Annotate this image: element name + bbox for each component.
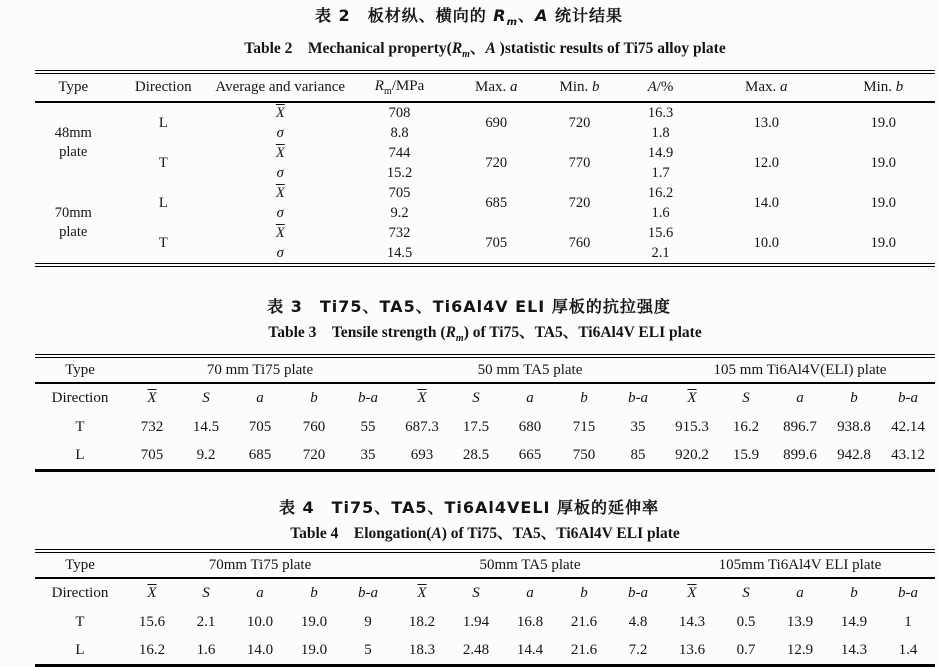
data-cell: 732 <box>140 418 164 435</box>
rm-subscript: m <box>455 333 464 345</box>
plate-size: 70mm <box>54 205 92 222</box>
stat-symbol-b: b <box>310 390 318 407</box>
max-var: a <box>510 79 518 96</box>
data-cell: 4.8 <box>628 613 648 630</box>
elong-min-value: 19.0 <box>870 235 896 252</box>
data-cell: 13.9 <box>786 613 814 630</box>
direction-cell: T <box>158 235 168 252</box>
table2-title-zh <box>0 6 938 33</box>
max-label: Max. <box>745 79 780 96</box>
rm-sigma-value: 14.5 <box>386 245 413 262</box>
elong-max-value: 14.0 <box>753 195 779 212</box>
table-row <box>35 143 935 163</box>
plate-word: plate <box>59 144 88 161</box>
plate-size: 48mm <box>54 125 92 142</box>
header-direction: Direction <box>112 72 216 102</box>
data-cell: 18.2 <box>408 613 436 630</box>
group-ti75: 70mm Ti75 plate <box>125 551 395 578</box>
A-symbol: A <box>431 525 442 543</box>
header-type: Type <box>35 551 125 578</box>
rm-sigma-value: 9.2 <box>390 205 409 222</box>
title-text: )statistic results of Ti75 alloy plate <box>495 40 726 58</box>
data-cell: 0.7 <box>736 641 756 658</box>
elong-min-value: 19.0 <box>870 155 896 172</box>
title-text: 、 <box>518 6 536 25</box>
data-cell: 2.1 <box>196 613 216 630</box>
data-cell: 28.5 <box>462 446 490 463</box>
header-elong-min <box>832 72 936 102</box>
stat-symbol-a: a <box>796 585 804 602</box>
data-cell: 15.9 <box>732 446 760 463</box>
data-cell: 10.0 <box>246 613 274 630</box>
stat-symbol-b-a: b-a <box>898 585 918 602</box>
data-cell: 899.6 <box>783 446 817 463</box>
data-cell: 693 <box>410 446 434 463</box>
direction-cell: T <box>75 418 85 435</box>
stat-symbol-S: S <box>202 390 210 407</box>
min-label: Min. <box>863 79 896 96</box>
group-ti75: 70 mm Ti75 plate <box>125 356 395 383</box>
header-type: Type <box>35 72 112 102</box>
direction-cell: L <box>75 446 85 463</box>
header-rm-min <box>539 72 620 102</box>
stat-symbol-mean: $\overline{X}$ <box>417 390 427 407</box>
stat-symbol-mean: $\overline{X}$ <box>687 390 697 407</box>
title-text: Table 2 Mechanical property( <box>244 40 452 58</box>
table4-group-header-row <box>35 551 935 578</box>
data-cell: 42.14 <box>891 418 925 435</box>
stat-symbol-mean: $\overline{X}$ <box>275 105 285 122</box>
stat-symbol-b: b <box>850 585 858 602</box>
table-row <box>35 413 935 441</box>
data-cell: 5 <box>364 641 372 658</box>
rm-symbol: R <box>445 324 456 342</box>
data-cell: 760 <box>302 418 326 435</box>
stat-symbol-mean: $\overline{X}$ <box>147 390 157 407</box>
data-cell: 715 <box>572 418 596 435</box>
stat-symbol-mean: $\overline{X}$ <box>147 585 157 602</box>
title-text: 统计结果 <box>548 6 623 25</box>
data-cell: 942.8 <box>837 446 871 463</box>
A-symbol: A <box>535 6 549 25</box>
header-direction: Direction <box>51 390 109 407</box>
table4-title-en <box>35 524 935 544</box>
elong-sigma-value: 1.7 <box>651 165 670 182</box>
data-cell: 21.6 <box>570 641 598 658</box>
stat-symbol-mean: $\overline{X}$ <box>687 585 697 602</box>
stat-symbol-sigma: σ <box>276 125 284 142</box>
rm-mean-value: 732 <box>388 225 411 242</box>
direction-cell: T <box>158 155 168 172</box>
stat-symbol-mean: $\overline{X}$ <box>275 185 285 202</box>
stat-symbol-b-a: b-a <box>898 390 918 407</box>
data-cell: 9 <box>364 613 372 630</box>
title-text: ) of Ti75、TA5、Ti6Al4V ELI plate <box>441 525 680 543</box>
table3-subheader-row <box>35 383 935 413</box>
table3 <box>35 354 935 472</box>
rm-mean-value: 744 <box>388 145 411 162</box>
data-cell: 687.3 <box>405 418 439 435</box>
rm-min-value: 720 <box>568 195 591 212</box>
stat-symbol-S: S <box>742 585 750 602</box>
table-row <box>35 636 935 666</box>
table4 <box>35 549 935 667</box>
data-cell: 55 <box>360 418 376 435</box>
stat-symbol-b-a: b-a <box>628 585 648 602</box>
data-cell: 1 <box>904 613 912 630</box>
elong-max-value: 13.0 <box>753 115 779 132</box>
stat-symbol-sigma: σ <box>276 165 284 182</box>
data-cell: 14.9 <box>840 613 868 630</box>
stat-symbol-sigma: σ <box>276 205 284 222</box>
data-cell: 16.2 <box>732 418 760 435</box>
data-cell: 685 <box>248 446 272 463</box>
elong-mean-value: 14.9 <box>647 145 674 162</box>
data-cell: 19.0 <box>300 641 328 658</box>
elong-mean-value: 16.3 <box>647 105 674 122</box>
elong-sigma-value: 2.1 <box>651 245 670 262</box>
rm-sigma-value: 8.8 <box>390 125 409 142</box>
data-cell: 915.3 <box>675 418 709 435</box>
group-ti6al4v: 105mm Ti6Al4V ELI plate <box>665 551 935 578</box>
rm-subscript: m <box>383 86 392 98</box>
table3-section <box>0 297 938 472</box>
group-ta5: 50mm TA5 plate <box>395 551 665 578</box>
data-cell: 920.2 <box>675 446 709 463</box>
table-row <box>35 223 935 243</box>
max-var: a <box>780 79 788 96</box>
stat-symbol-S: S <box>742 390 750 407</box>
stat-symbol-b-a: b-a <box>358 585 378 602</box>
max-label: Max. <box>475 79 510 96</box>
rm-symbol: R <box>493 6 507 25</box>
data-cell: 14.4 <box>516 641 544 658</box>
data-cell: 35 <box>360 446 376 463</box>
min-var: b <box>895 79 904 96</box>
table2 <box>35 70 935 267</box>
table-row <box>35 183 935 203</box>
rm-max-value: 690 <box>485 115 508 132</box>
title-text: 表 2 板材纵、横向的 <box>314 6 494 25</box>
title-text: ) of Ti75、TA5、Ti6Al4V ELI plate <box>463 324 702 342</box>
table3-title-en <box>35 323 935 349</box>
direction-cell: T <box>75 613 85 630</box>
rm-min-value: 760 <box>568 235 591 252</box>
table4-section <box>0 498 938 667</box>
A-unit: /% <box>656 79 674 96</box>
data-cell: 17.5 <box>462 418 490 435</box>
data-cell: 896.7 <box>783 418 817 435</box>
data-cell: 21.6 <box>570 613 598 630</box>
data-cell: 14.5 <box>192 418 220 435</box>
header-rm-max <box>454 72 540 102</box>
table3-group-header-row <box>35 356 935 383</box>
data-cell: 15.6 <box>138 613 166 630</box>
elong-max-value: 12.0 <box>753 155 779 172</box>
table-row <box>35 441 935 471</box>
header-elong-max <box>701 72 832 102</box>
plate-type-cell <box>35 183 112 265</box>
data-cell: 680 <box>518 418 542 435</box>
direction-cell: L <box>158 115 168 132</box>
plate-word: plate <box>59 224 88 241</box>
title-text: Table 3 Tensile strength ( <box>268 324 446 342</box>
data-cell: 938.8 <box>837 418 871 435</box>
table2-header-row <box>35 72 935 102</box>
stat-symbol-a: a <box>256 585 264 602</box>
group-ta5: 50 mm TA5 plate <box>395 356 665 383</box>
stat-symbol-mean: $\overline{X}$ <box>275 145 285 162</box>
title-text: 、 <box>469 40 486 58</box>
rm-symbol: R <box>374 78 384 95</box>
elong-min-value: 19.0 <box>870 195 896 212</box>
table4-subheader-row <box>35 578 935 608</box>
data-cell: 12.9 <box>786 641 814 658</box>
data-cell: 7.2 <box>628 641 648 658</box>
data-cell: 43.12 <box>891 446 925 463</box>
data-cell: 705 <box>248 418 272 435</box>
elong-min-value: 19.0 <box>870 115 896 132</box>
rm-unit: /MPa <box>391 78 425 95</box>
stat-symbol-b-a: b-a <box>628 390 648 407</box>
data-cell: 1.6 <box>196 641 216 658</box>
table2-section <box>0 6 938 267</box>
min-label: Min. <box>559 79 592 96</box>
header-direction: Direction <box>51 585 109 602</box>
data-cell: 2.48 <box>462 641 490 658</box>
rm-sigma-value: 15.2 <box>386 165 413 182</box>
data-cell: 0.5 <box>736 613 756 630</box>
stat-symbol-b: b <box>580 390 588 407</box>
data-cell: 665 <box>518 446 542 463</box>
group-ti6al4v: 105 mm Ti6Al4V(ELI) plate <box>665 356 935 383</box>
elong-sigma-value: 1.6 <box>651 205 670 222</box>
min-var: b <box>592 79 600 96</box>
stat-symbol-mean: $\overline{X}$ <box>417 585 427 602</box>
data-cell: 16.8 <box>516 613 544 630</box>
data-cell: 9.2 <box>196 446 216 463</box>
stat-symbol-sigma: σ <box>276 245 284 262</box>
stat-symbol-a: a <box>256 390 264 407</box>
data-cell: 18.3 <box>408 641 436 658</box>
rm-subscript: m <box>506 17 519 29</box>
header-rm-mpa <box>346 72 454 102</box>
data-cell: 14.3 <box>840 641 868 658</box>
rm-mean-value: 705 <box>388 185 411 202</box>
rm-max-value: 705 <box>485 235 508 252</box>
stat-symbol-b: b <box>310 585 318 602</box>
table4-title-zh: 表 4 Ti75、TA5、Ti6Al4VELI 厚板的延伸率 <box>278 498 660 518</box>
elong-max-value: 10.0 <box>753 235 779 252</box>
header-elongation <box>620 72 701 102</box>
data-cell: 85 <box>630 446 646 463</box>
header-type: Type <box>35 356 125 383</box>
plate-type-cell <box>35 102 112 183</box>
data-cell: 705 <box>140 446 164 463</box>
title-text: Table 4 Elongation( <box>290 525 432 543</box>
rm-min-value: 720 <box>568 115 591 132</box>
stat-symbol-a: a <box>526 585 534 602</box>
A-symbol: A <box>485 40 496 58</box>
data-cell: 14.3 <box>678 613 706 630</box>
stat-symbol-mean: $\overline{X}$ <box>275 225 285 242</box>
rm-max-value: 720 <box>485 155 508 172</box>
rm-symbol: R <box>451 40 463 58</box>
stat-symbol-b: b <box>850 390 858 407</box>
stat-symbol-a: a <box>526 390 534 407</box>
rm-max-value: 685 <box>485 195 508 212</box>
stat-symbol-S: S <box>472 390 480 407</box>
stat-symbol-S: S <box>202 585 210 602</box>
data-cell: 35 <box>630 418 646 435</box>
table2-title-en <box>35 39 935 65</box>
stat-symbol-b: b <box>580 585 588 602</box>
data-cell: 19.0 <box>300 613 328 630</box>
data-cell: 13.6 <box>678 641 706 658</box>
table-row <box>35 608 935 636</box>
rm-min-value: 770 <box>568 155 591 172</box>
rm-mean-value: 708 <box>388 105 411 122</box>
elong-sigma-value: 1.8 <box>651 125 670 142</box>
stat-symbol-a: a <box>796 390 804 407</box>
data-cell: 1.94 <box>462 613 490 630</box>
direction-cell: L <box>75 641 85 658</box>
stat-symbol-S: S <box>472 585 480 602</box>
direction-cell: L <box>158 195 168 212</box>
header-avg-variance: Average and variance <box>215 72 346 102</box>
data-cell: 1.4 <box>898 641 918 658</box>
table-row <box>35 102 935 123</box>
data-cell: 720 <box>302 446 326 463</box>
A-symbol: A <box>647 79 657 96</box>
elong-mean-value: 16.2 <box>647 185 674 202</box>
data-cell: 750 <box>572 446 596 463</box>
rm-subscript: m <box>462 49 470 61</box>
data-cell: 16.2 <box>138 641 166 658</box>
data-cell: 14.0 <box>246 641 274 658</box>
elong-mean-value: 15.6 <box>647 225 674 242</box>
stat-symbol-b-a: b-a <box>358 390 378 407</box>
table3-title-zh: 表 3 Ti75、TA5、Ti6Al4V ELI 厚板的抗拉强度 <box>267 297 671 317</box>
